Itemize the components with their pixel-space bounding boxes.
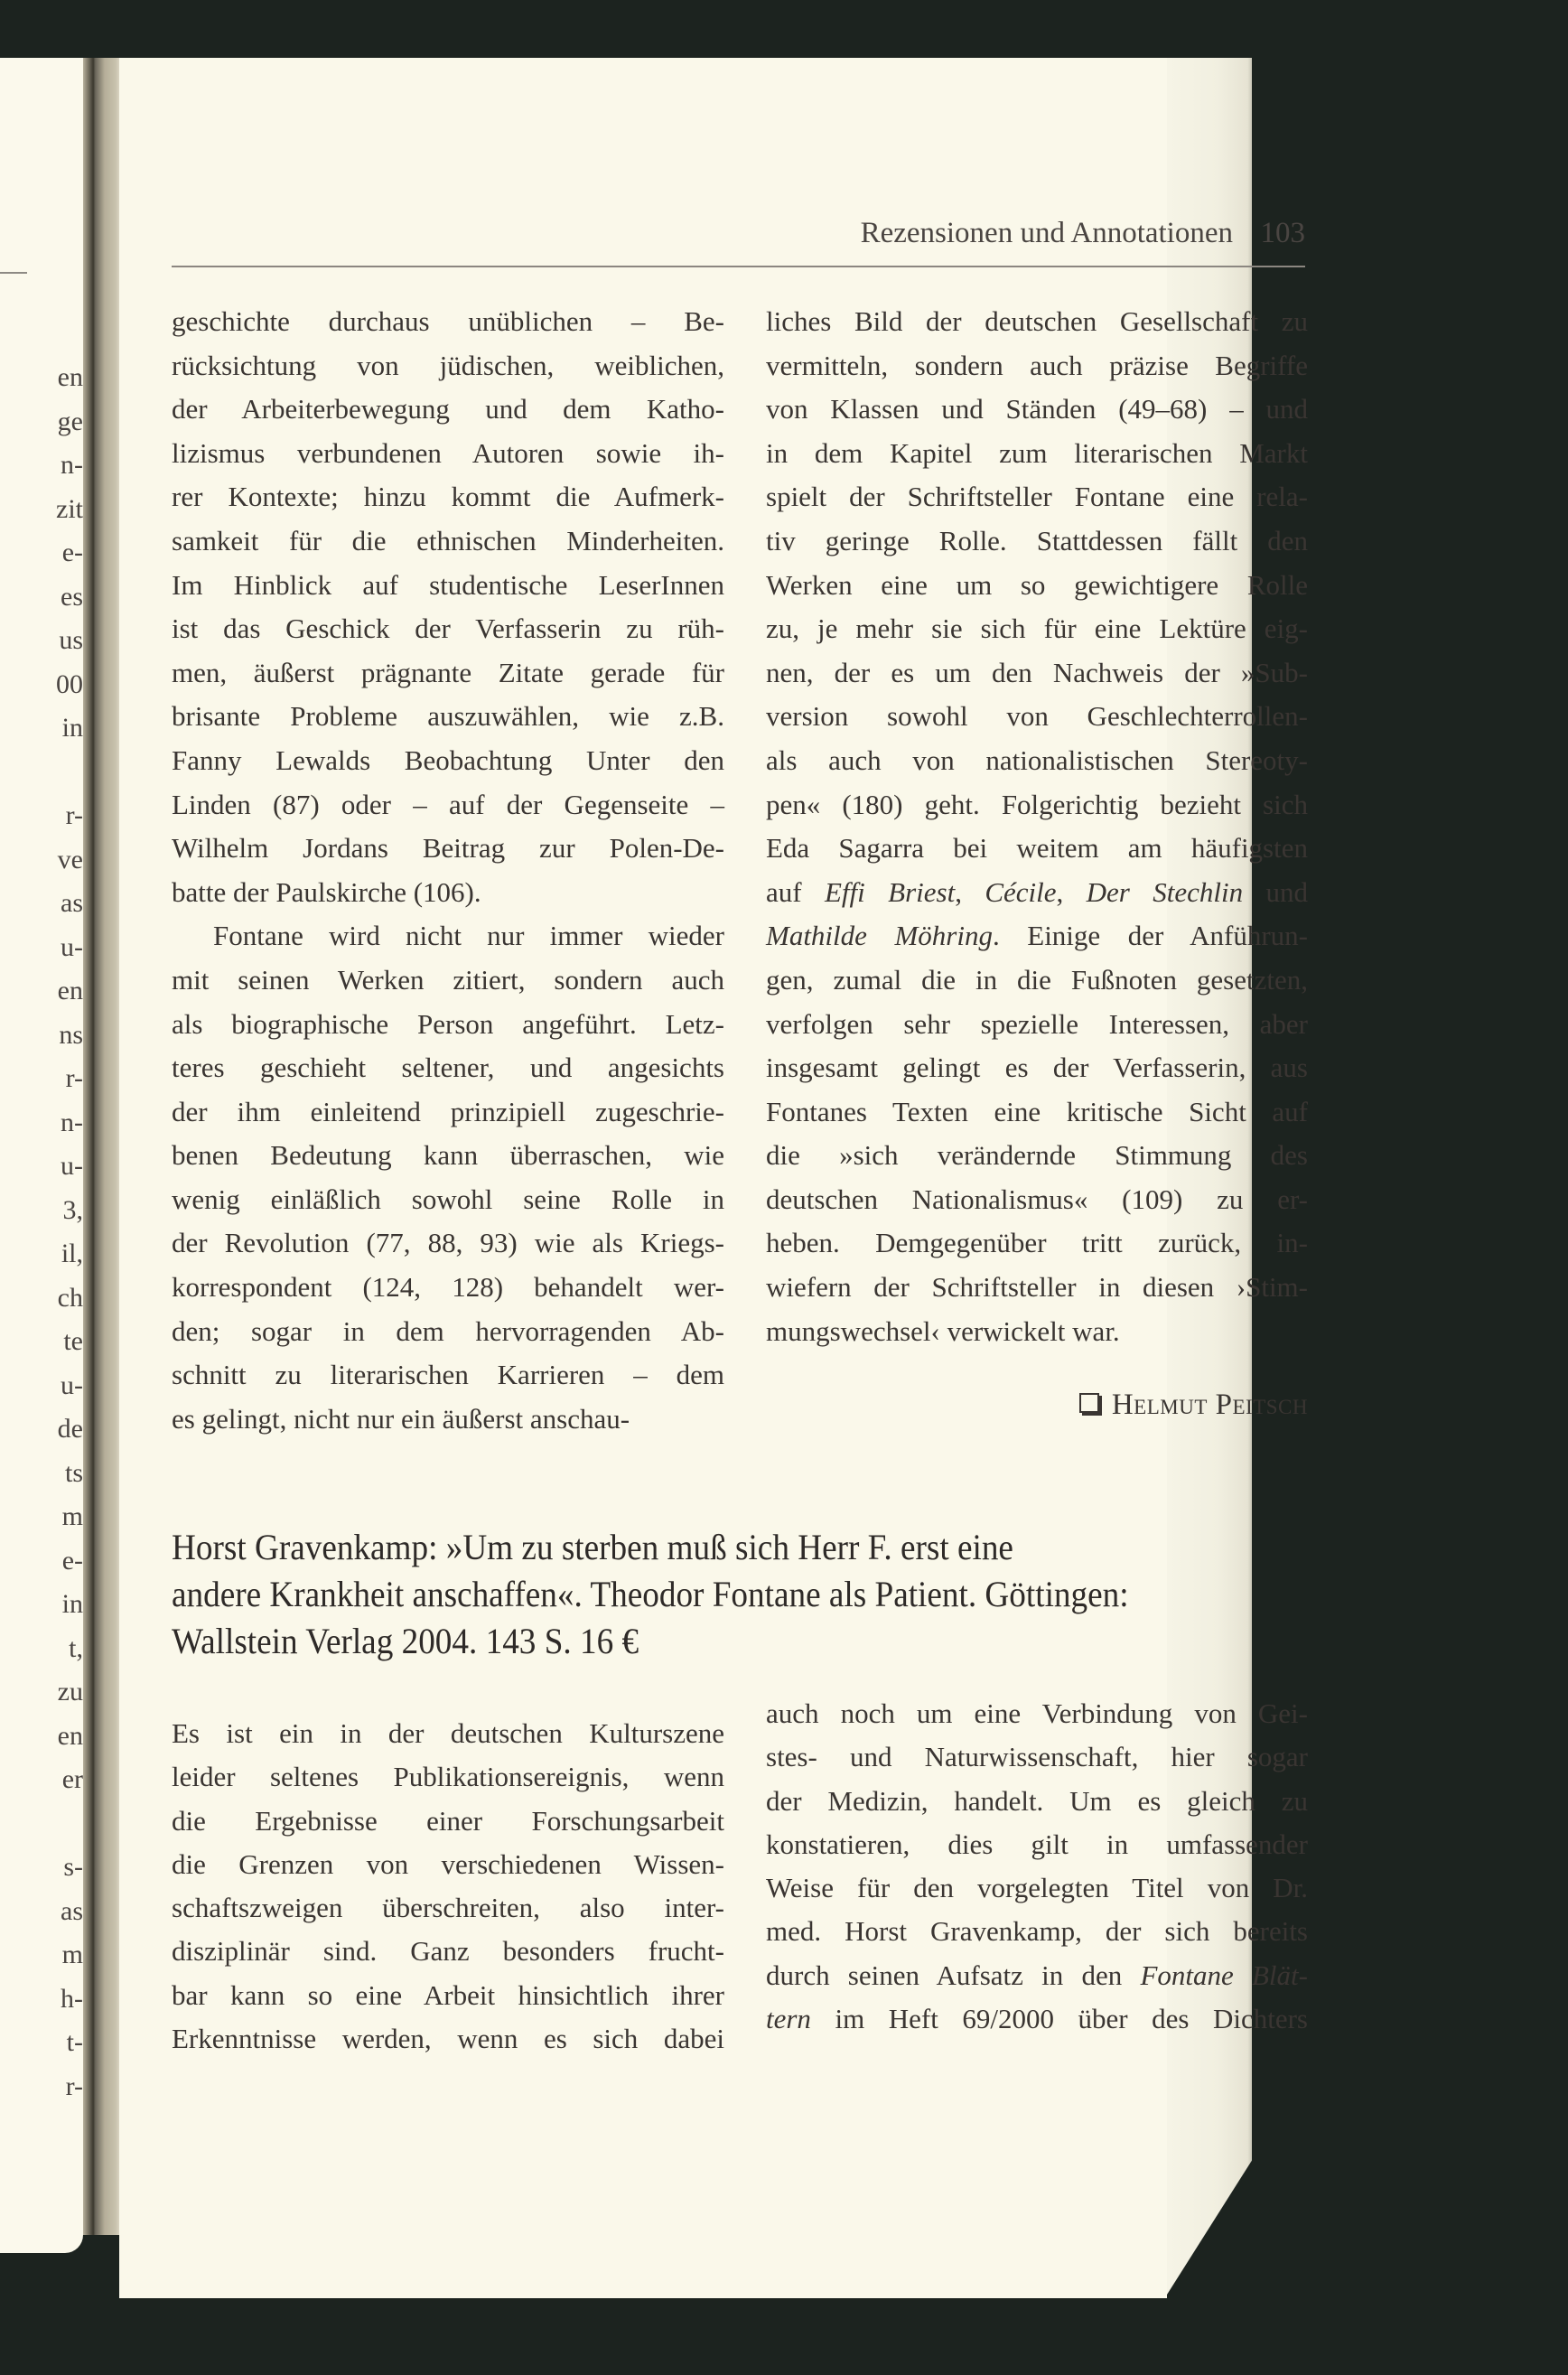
text-line: wenig einläßlich sowohl seine Rolle in bbox=[172, 1183, 724, 1215]
italic-title: Effi Briest bbox=[824, 875, 956, 908]
text-line: Eda Sagarra bei weitem am häufigsten bbox=[766, 832, 1308, 865]
book-gutter bbox=[83, 58, 119, 2235]
running-head bbox=[172, 213, 1305, 267]
facing-page-text-fragments bbox=[0, 356, 83, 2109]
text-line: batte der Paulskirche (106). bbox=[172, 875, 481, 908]
text-line: Erkenntnisse werden, wenn es sich dabei bbox=[172, 2023, 724, 2055]
text-line: heben. Demgegenüber tritt zurück, in- bbox=[766, 1227, 1308, 1259]
text-line: der Arbeiterbewegung und dem Katho- bbox=[172, 393, 724, 425]
facing-fragment: n- bbox=[61, 1107, 83, 1137]
facing-fragment: in bbox=[61, 713, 83, 743]
facing-fragment: as bbox=[61, 1895, 83, 1926]
facing-fragment: en bbox=[57, 976, 83, 1005]
text-line: zu, je mehr sie sich für eine Lektüre eig- bbox=[766, 612, 1308, 645]
text-line: deutschen Nationalismus« (109) zu er- bbox=[766, 1183, 1308, 1215]
facing-fragment: ch bbox=[57, 1282, 83, 1313]
facing-fragment: ge bbox=[57, 406, 83, 436]
text-line: men, äußerst prägnante Zitate gerade für bbox=[172, 656, 724, 688]
text-line: nen, der es um den Nachweis der »Sub- bbox=[766, 656, 1308, 688]
facing-fragment: es bbox=[61, 581, 83, 612]
text-line: auf Effi Briest, Cécile, Der Stechlin und bbox=[766, 875, 1308, 908]
text-line: rer Kontexte; hinzu kommt die Aufmerk- bbox=[172, 481, 724, 513]
text-line: konstatieren, dies gilt in umfassender bbox=[766, 1828, 1308, 1860]
facing-fragment: as bbox=[61, 888, 83, 918]
italic-title: Cécile bbox=[985, 875, 1057, 908]
review2-column-right bbox=[766, 1692, 1308, 2041]
text-line: Fontanes Texten eine kritische Sicht auf bbox=[766, 1095, 1308, 1127]
text-line: samkeit für die ethnischen Minderheiten. bbox=[172, 524, 724, 556]
end-mark-box-icon bbox=[1079, 1393, 1099, 1413]
facing-page-header-rule bbox=[0, 272, 27, 274]
text-line: Werken eine um so gewichtigere Rolle bbox=[766, 568, 1308, 601]
text-line: Linden (87) oder – auf der Gegenseite – bbox=[172, 788, 724, 820]
text-line: die Ergebnisse einer Forschungsarbeit bbox=[172, 1804, 724, 1837]
text-line: Weise für den vorgelegten Titel von Dr. bbox=[766, 1872, 1308, 1904]
text-line: rücksichtung von jüdischen, weiblichen, bbox=[172, 349, 724, 381]
text-line: wiefern der Schriftsteller in diesen ›Stim- bbox=[766, 1271, 1308, 1304]
italic-title: Der Stechlin bbox=[1086, 875, 1244, 908]
text-line: vermitteln, sondern auch präzise Begriffe bbox=[766, 349, 1308, 381]
facing-fragment: e- bbox=[61, 1545, 83, 1576]
text-line: tiv geringe Rolle. Stattdessen fällt den bbox=[766, 524, 1308, 556]
facing-fragment bbox=[0, 751, 83, 795]
text-line: brisante Probleme auszuwählen, wie z.B. bbox=[172, 700, 724, 733]
facing-fragment: zit bbox=[56, 493, 83, 524]
text-line: der Medizin, handelt. Um es gleich zu bbox=[766, 1784, 1308, 1817]
heading-line: Wallstein Verlag 2004. 143 S. 16 € bbox=[172, 1621, 639, 1661]
facing-fragment: il, bbox=[61, 1239, 83, 1268]
text-line: disziplinär sind. Ganz besonders frucht- bbox=[172, 1935, 724, 1968]
facing-fragment: m bbox=[61, 1940, 83, 1969]
text-line: tern im Heft 69/2000 über des Dichters bbox=[766, 2003, 1308, 2035]
text-line: mit seinen Werken zitiert, sondern auch bbox=[172, 963, 724, 996]
text-line: geschichte durchaus unüblichen – Be- bbox=[172, 305, 724, 337]
text-line: der Revolution (77, 88, 93) wie als Kriegs- bbox=[172, 1227, 724, 1259]
text-line: Mathilde Möhring. Einige der Anführun- bbox=[766, 920, 1308, 952]
reviewer-name: Helmut Peitsch bbox=[1111, 1389, 1308, 1421]
review1-column-left bbox=[172, 300, 724, 1441]
text-line: als biographische Person angeführt. Letz- bbox=[172, 1007, 724, 1040]
text-line: med. Horst Gravenkamp, der sich bereits bbox=[766, 1915, 1308, 1948]
text-line: spielt der Schriftsteller Fontane eine rela- bbox=[766, 481, 1308, 513]
text-line: es gelingt, nicht nur ein äußerst anschau- bbox=[172, 1402, 630, 1435]
text-line: schnitt zu literarischen Karrieren – dem bbox=[172, 1359, 724, 1391]
text-line: teres geschieht seltener, und angesichts bbox=[172, 1052, 724, 1084]
text-line: mungswechsel‹ verwickelt war. bbox=[766, 1314, 1120, 1347]
facing-fragment: ns bbox=[59, 1019, 83, 1050]
running-head-title: Rezensionen und Annotationen bbox=[860, 217, 1233, 249]
facing-fragment: er bbox=[61, 1764, 83, 1794]
facing-fragment: t, bbox=[69, 1632, 83, 1663]
facing-fragment: u- bbox=[61, 931, 83, 962]
text-line: stes- und Naturwissenschaft, hier sogar bbox=[766, 1741, 1308, 1773]
facing-fragment: in bbox=[61, 1589, 83, 1619]
facing-fragment: 00 bbox=[56, 669, 83, 699]
facing-fragment: ve bbox=[57, 844, 83, 874]
italic-title: tern bbox=[766, 2003, 811, 2035]
facing-fragment: te bbox=[63, 1326, 83, 1356]
facing-fragment: u- bbox=[61, 1370, 83, 1400]
facing-fragment: zu bbox=[57, 1677, 83, 1706]
text-line: Im Hinblick auf studentische LeserInnen bbox=[172, 568, 724, 601]
text-line: Fontane wird nicht nur immer wieder bbox=[213, 920, 724, 952]
facing-fragment: ts bbox=[64, 1457, 83, 1488]
facing-fragment: 3, bbox=[62, 1194, 83, 1225]
text-line: den; sogar in dem hervorragenden Ab- bbox=[172, 1314, 724, 1347]
text-line: bar kann so eine Arbeit hinsichtlich ihrer bbox=[172, 1978, 724, 2011]
heading-line: andere Krankheit anschaffen«. Theodor Fontane als Patient. Göttingen: bbox=[172, 1574, 1129, 1614]
reviewer-signature bbox=[1079, 1389, 1308, 1422]
text-line: liches Bild der deutschen Gesellschaft zu bbox=[766, 305, 1308, 337]
text-line: die »sich verändernde Stimmung des bbox=[766, 1139, 1308, 1172]
text-line: leider seltenes Publikationsereignis, wenn bbox=[172, 1761, 724, 1793]
facing-fragment: de bbox=[57, 1414, 83, 1444]
facing-fragment: e- bbox=[61, 538, 83, 567]
facing-fragment: m bbox=[61, 1501, 83, 1531]
text-line: benen Bedeutung kann überraschen, wie bbox=[172, 1139, 724, 1172]
text-line: verfolgen sehr spezielle Interessen, aber bbox=[766, 1007, 1308, 1040]
text-line: auch noch um eine Verbindung von Gei- bbox=[766, 1697, 1308, 1729]
facing-fragment: s- bbox=[63, 1852, 83, 1882]
text-line: version sowohl von Geschlechterrollen- bbox=[766, 700, 1308, 733]
facing-fragment: h- bbox=[61, 1983, 83, 2014]
facing-fragment: r- bbox=[65, 2071, 83, 2101]
text-line: Fanny Lewalds Beobachtung Unter den bbox=[172, 743, 724, 776]
facing-fragment bbox=[0, 1802, 83, 1847]
review1-column-right bbox=[766, 300, 1308, 1353]
text-line: lizismus verbundenen Autoren sowie ih- bbox=[172, 436, 724, 469]
text-line: von Klassen und Ständen (49–68) – und bbox=[766, 393, 1308, 425]
text-line: korrespondent (124, 128) behandelt wer- bbox=[172, 1271, 724, 1304]
facing-fragment: n- bbox=[61, 450, 83, 480]
text-line: als auch von nationalistischen Stereoty- bbox=[766, 743, 1308, 776]
review2-bibliographic-heading bbox=[172, 1524, 1238, 1665]
text-line: pen« (180) geht. Folgerichtig bezieht sich bbox=[766, 788, 1308, 820]
text-line: gen, zumal die in die Fußnoten gesetzten, bbox=[766, 963, 1308, 996]
italic-title: Fontane Blät- bbox=[1140, 1959, 1308, 1991]
text-line: durch seinen Aufsatz in den Fontane Blät- bbox=[766, 1959, 1308, 1991]
review2-column-left bbox=[172, 1712, 724, 2061]
facing-fragment: r- bbox=[65, 800, 83, 830]
text-line: der ihm einleitend prinzipiell zugeschrie- bbox=[172, 1095, 724, 1127]
facing-fragment: r- bbox=[65, 1063, 83, 1093]
facing-fragment: en bbox=[57, 362, 83, 392]
heading-line: Horst Gravenkamp: »Um zu sterben muß sich Herr F. erst eine bbox=[172, 1527, 1013, 1567]
text-line: in dem Kapitel zum literarischen Markt bbox=[766, 436, 1308, 469]
facing-fragment: us bbox=[59, 625, 83, 655]
text-line: Wilhelm Jordans Beitrag zur Polen-De- bbox=[172, 832, 724, 865]
facing-page-fragment bbox=[0, 58, 83, 2253]
page-number: 103 bbox=[1260, 217, 1305, 249]
text-line: ist das Geschick der Verfasserin zu rüh- bbox=[172, 612, 724, 645]
italic-title: Mathilde Möhring bbox=[766, 920, 993, 952]
text-line: die Grenzen von verschiedenen Wissen- bbox=[172, 1847, 724, 1880]
facing-fragment: u- bbox=[61, 1151, 83, 1181]
facing-fragment: t- bbox=[66, 2027, 83, 2057]
text-line: insgesamt gelingt es der Verfasserin, aus bbox=[766, 1052, 1308, 1084]
text-line: schaftszweigen überschreiten, also inter- bbox=[172, 1892, 724, 1924]
text-line: Es ist ein in der deutschen Kulturszene bbox=[172, 1717, 724, 1749]
facing-fragment: en bbox=[57, 1720, 83, 1751]
